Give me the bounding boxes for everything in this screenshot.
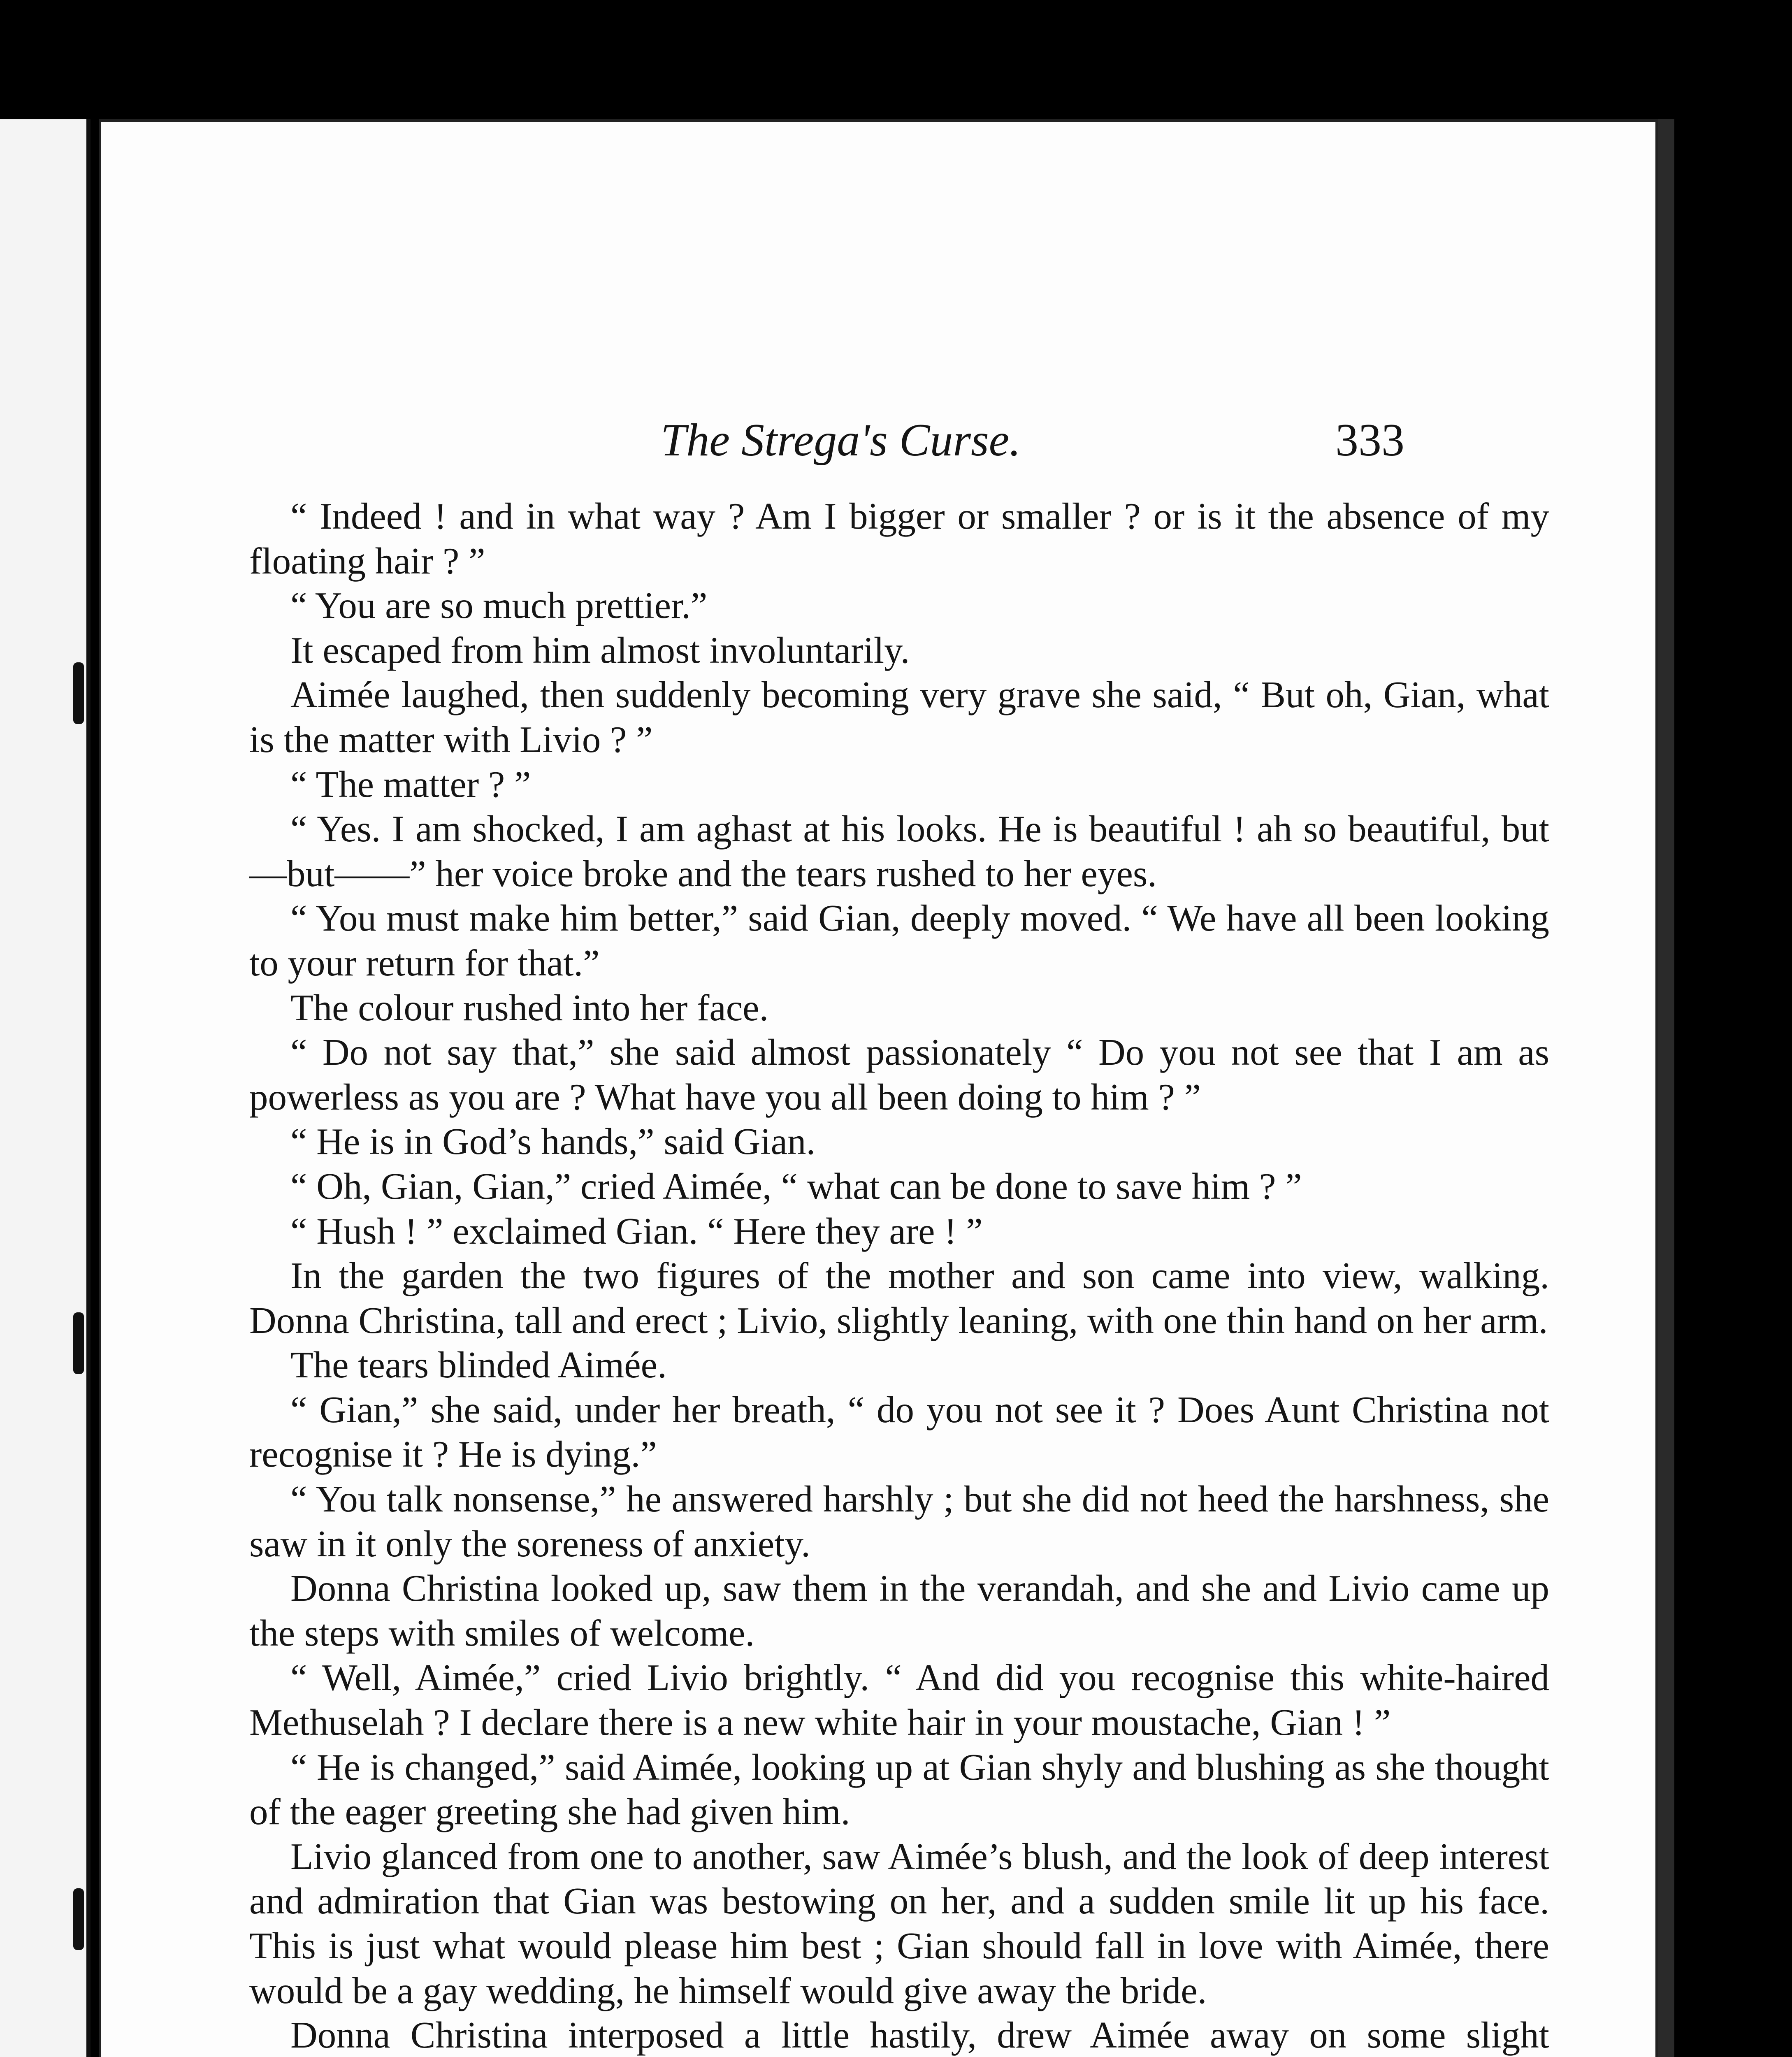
paragraph: “ Do not say that,” she said almost passionately “ Do you not see that I am as powerless as you are ? What have you all been doing to him ? ”: [249, 1031, 1549, 1118]
paragraph: It escaped from him almost involuntarily.: [290, 629, 910, 671]
paragraph: “ He is in God’s hands,” said Gian.: [290, 1121, 816, 1163]
paragraph: Donna Christina looked up, saw them in the verandah, and she and Livio came up the steps with smiles of welcome.: [249, 1567, 1549, 1654]
running-head: [101, 406, 1655, 471]
paragraph: “ Yes. I am shocked, I am aghast at his looks. He is beautiful ! ah so beautiful, but—but——” her voice broke and the tears rushed to her eyes.: [249, 808, 1549, 894]
paragraph: “ He is changed,” said Aimée, looking up at Gian shyly and blushing as she thought of the eager greeting she had given him.: [249, 1746, 1549, 1833]
paragraph: “ You talk nonsense,” he answered harshly ; but she did not heed the harshness, she saw in it only the soreness of anxiety.: [249, 1478, 1549, 1565]
adjacent-page-edge: [0, 119, 91, 2057]
paragraph: Donna Christina interposed a little hastily, drew Aimée away on some slight: [290, 2014, 1549, 2056]
paragraph: Livio glanced from one to another, saw Aimée’s blush, and the look of deep interest and admiration that Gian was bestowing on her, and a sudden smile lit up his face. This is just what would please him best ; Gian should fall in love with Aimée, there would be a gay wedding, he himself would give away the bride.: [249, 1835, 1549, 2011]
body-text: [249, 494, 1549, 2057]
paragraph: In the garden the two figures of the mother and son came into view, walking. Donna Christina, tall and erect ; Livio, slightly leaning, with one thin hand on her arm.: [249, 1255, 1549, 1341]
paragraph: The colour rushed into her face.: [290, 987, 769, 1028]
paragraph: “ Hush ! ” exclaimed Gian. “ Here they are ! ”: [290, 1210, 983, 1252]
book-page: [99, 119, 1658, 2057]
paragraph: “ You are so much prettier.”: [290, 585, 708, 627]
paragraph: “ Oh, Gian, Gian,” cried Aimée, “ what can be done to save him ? ”: [290, 1165, 1302, 1207]
paragraph: “ The matter ? ”: [290, 763, 531, 805]
page-shadow-edge: [1658, 119, 1674, 2057]
paragraph: “ Indeed ! and in what way ? Am I bigger or smaller ? or is it the absence of my floating hair ? ”: [249, 495, 1549, 582]
binding-notch: [73, 662, 84, 724]
paragraph: The tears blinded Aimée.: [290, 1344, 667, 1386]
paragraph: “ Gian,” she said, under her breath, “ do you not see it ? Does Aunt Christina not recognise it ? He is dying.”: [249, 1388, 1549, 1475]
paragraph: Aimée laughed, then suddenly becoming very grave she said, “ But oh, Gian, what is the matter with Livio ? ”: [249, 674, 1549, 760]
binding-notch: [73, 1888, 84, 1950]
paragraph: “ Well, Aimée,” cried Livio brightly. “ And did you recognise this white-haired Methuselah ? I declare there is a new white hair in your moustache, Gian ! ”: [249, 1657, 1549, 1744]
running-title: The Strega's Curse.: [661, 415, 1021, 466]
paragraph: “ You must make him better,” said Gian, deeply moved. “ We have all been looking to your return for that.”: [249, 897, 1549, 984]
page-number: 333: [1335, 415, 1404, 466]
binding-notch: [73, 1312, 84, 1374]
